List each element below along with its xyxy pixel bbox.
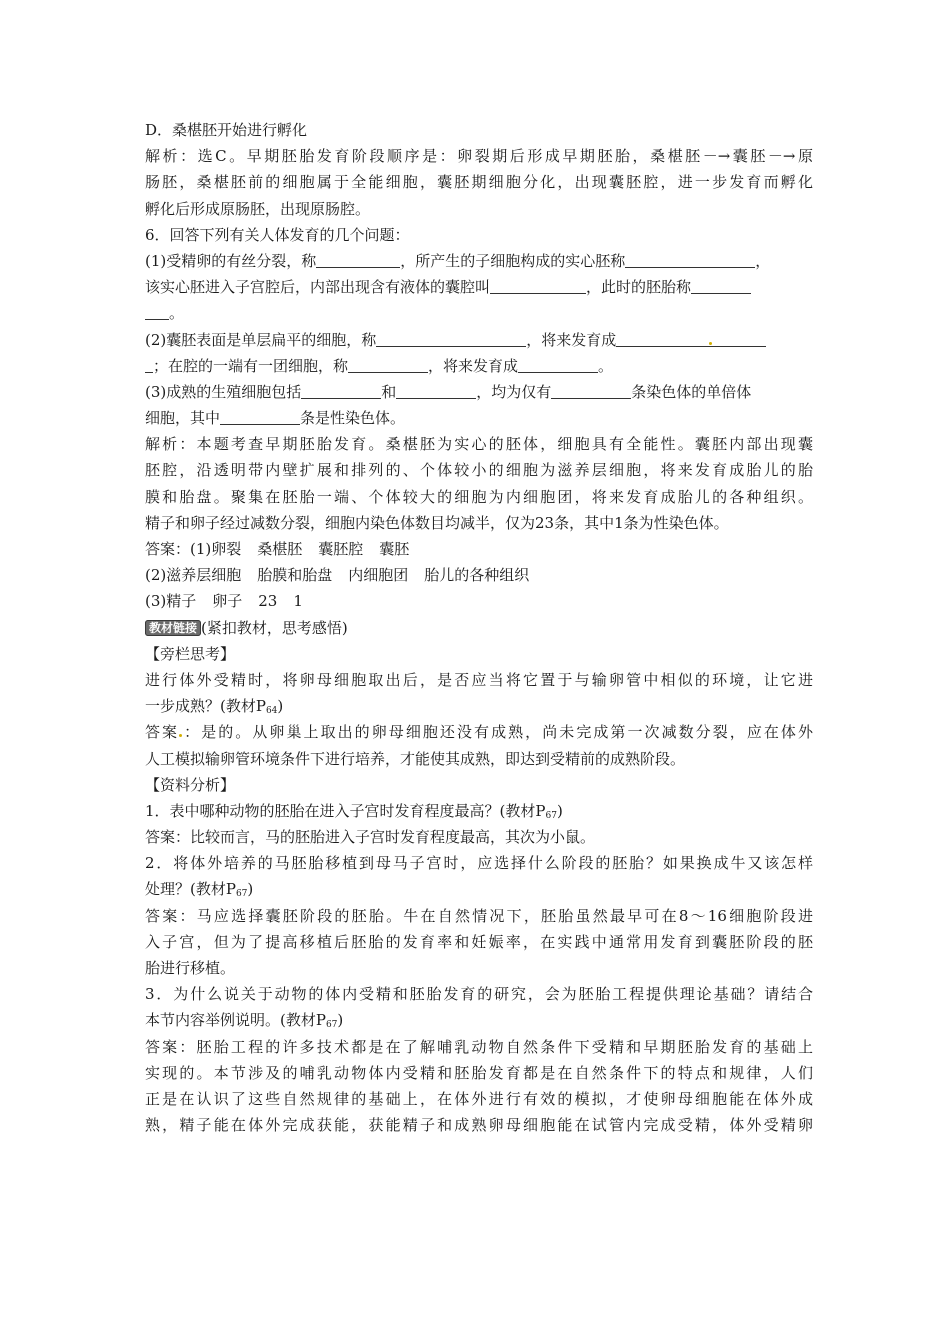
answer-line: 入子宫，但为了提高移植后胚胎的发育率和妊娠率，在实践中通常用发育到囊胚阶段的胚: [145, 932, 813, 951]
question-6-part-1: 。: [145, 300, 813, 326]
answer-blank[interactable]: [145, 303, 169, 320]
question-line: 3．为什么说关于动物的体内受精和胚胎发育的研究，会为胚胎工程提供理论基础？请结合: [145, 985, 813, 1004]
answer-blank[interactable]: [145, 356, 153, 373]
answer-line: 人工模拟输卵管环境条件下进行培养，才能使其成熟，即达到受精前的成熟阶段。: [145, 749, 686, 768]
answer-line: 答案：胚胎工程的许多技术都是在了解哺乳动物自然条件下受精和早期胚胎发育的基础上: [145, 1037, 813, 1056]
textbook-link-badge: 教材链接: [145, 620, 201, 636]
answer-blank[interactable]: [220, 408, 300, 425]
question-6-part-1: 该实心胚进入子宫腔后，内部出现含有液体的囊腔叫 ，此时的胚胎称: [145, 274, 813, 300]
answer-line: 答案：马应选择囊胚阶段的胚胎。牛在自然情况下，胚胎虽然最早可在8～16细胞阶段进: [145, 906, 813, 925]
question-6-part-2: (2)囊胚表面是单层扁平的细胞，称 ，将来发育成: [145, 327, 813, 353]
question-6-part-2: ；在腔的一端有一团细胞，称 ，将来发育成 。: [145, 353, 813, 379]
option-d: D．桑椹胚开始进行孵化: [145, 121, 308, 139]
question-6-part-1: (1)受精卵的有丝分裂，称 ，所产生的子细胞构成的实心胚称 ，: [145, 251, 771, 270]
answer-blank[interactable]: [551, 382, 631, 399]
analysis-line: 精子和卵子经过减数分裂，细胞内染色体数目均减半，仅为23条，其中1条为性染色体。: [145, 513, 729, 532]
answer-blank[interactable]: [301, 382, 381, 399]
analysis-line: 胚腔，沿透明带内壁扩展和排列的、个体较小的细胞为滋养层细胞，将来发育成胎儿的胎: [145, 461, 813, 480]
question-line: 2．将体外培养的马胚胎移植到母马子宫时，应选择什么阶段的胚胎？如果换成牛又该怎样: [145, 854, 813, 873]
answer-blank[interactable]: [518, 356, 598, 373]
question-line: 1．表中哪种动物的胚胎在进入子宫时发育程度最高？(教材$P_{67}$): [145, 801, 563, 821]
answer-line: 熟，精子能在体外完成获能，获能精子和成熟卵母细胞能在试管内完成受精，体外受精卵: [145, 1116, 813, 1135]
highlight-dot: [709, 342, 712, 345]
answer-blank[interactable]: [376, 330, 526, 347]
section-heading: 【旁栏思考】: [145, 644, 236, 663]
answer-line: 答案 ：是的。从卵巢上取出的卵母细胞还没有成熟，尚未完成第一次减数分裂，应在体外: [145, 723, 813, 742]
answer-blank[interactable]: [625, 251, 755, 268]
analysis-line: 解析：本题考查早期胚胎发育。桑椹胚为实心的胚体，细胞具有全能性。囊胚内部出现囊: [145, 435, 813, 454]
answer-blank[interactable]: [316, 251, 400, 268]
answer-line-1: 答案：(1)卵裂 桑椹胚 囊胚腔 囊胚: [145, 540, 410, 558]
answer-line: 胎进行移植。: [145, 959, 236, 977]
answer-line: 实现的。本节涉及的哺乳动物体内受精和胚胎发育都是在自然条件下的特点和规律，人们: [145, 1063, 813, 1082]
answer-line-2: (2)滋养层细胞 胎膜和胎盘 内细胞团 胎儿的各种组织: [145, 566, 530, 585]
answer-blank[interactable]: [616, 330, 766, 347]
answer-line: 正是在认识了这些自然规律的基础上，在体外进行有效的模拟，才使卵母细胞能在体外成: [145, 1089, 813, 1108]
analysis-line: 肠胚，桑椹胚前的细胞属于全能细胞，囊胚期细胞分化，出现囊胚腔，进一步发育而孵化: [145, 173, 813, 192]
question-6-part-3: 细胞，其中 条是性染色体。: [145, 409, 406, 428]
question-line: 处理？(教材$P_{67}$): [145, 880, 254, 900]
analysis-line: 解析：选C。早期胚胎发育阶段顺序是：卵裂期后形成早期胚胎，桑椹胚－→囊胚－→原: [145, 147, 813, 166]
answer-blank[interactable]: [691, 277, 751, 294]
question-line: 本节内容举例说明。(教材$P_{67}$): [145, 1011, 344, 1031]
analysis-line: 膜和胎盘。聚集在胚胎一端、个体较大的细胞为内细胞团，将来发育成胎儿的各种组织。: [145, 487, 813, 506]
answer-blank[interactable]: [490, 277, 586, 294]
document-page: [145, 117, 813, 1138]
answer-line-3: (3)精子 卵子 23 1: [145, 592, 303, 611]
textbook-link-header: 教材链接 (紧扣教材，思考感悟): [145, 615, 813, 641]
analysis-line: 孵化后形成原肠胚，出现原肠腔。: [145, 199, 371, 218]
answer-line: 答案：比较而言，马的胚胎进入子宫时发育程度最高，其次为小鼠。: [145, 828, 596, 847]
question-6-title: 6．回答下列有关人体发育的几个问题：: [145, 225, 410, 244]
section-heading: 【资料分析】: [145, 775, 236, 794]
answer-blank[interactable]: [348, 356, 428, 373]
question-line: 进行体外受精时，将卵母细胞取出后，是否应当将它置于与输卵管中相似的环境，让它进: [145, 670, 813, 689]
question-line: 一步成熟？(教材$P_{64}$): [145, 697, 284, 717]
answer-blank[interactable]: [396, 382, 476, 399]
question-6-part-3: (3)成熟的生殖细胞包括 和 ，均为仅有 条染色体的单倍体: [145, 382, 752, 401]
